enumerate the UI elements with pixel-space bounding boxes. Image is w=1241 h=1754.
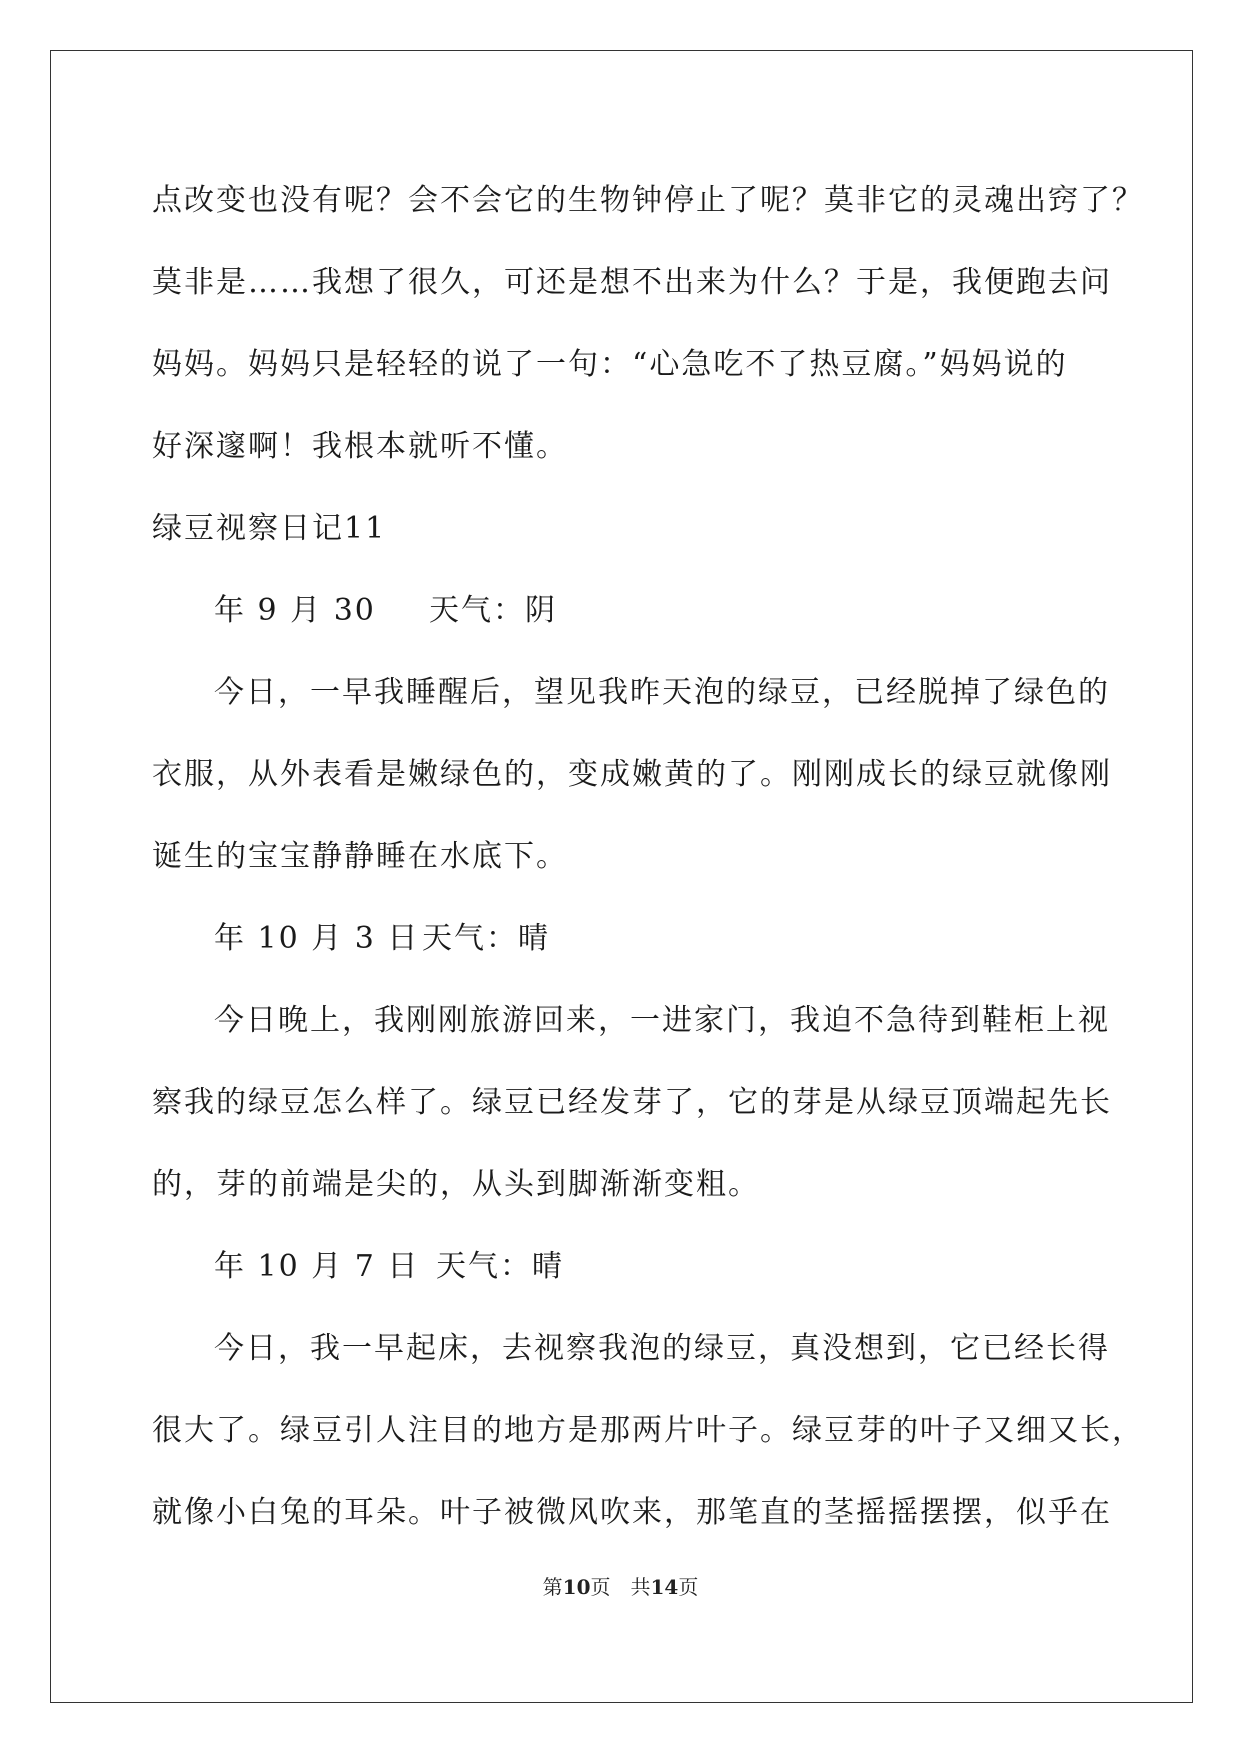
entry-date-line [152,898,1092,980]
page-footer [0,1572,1241,1602]
footer-mid: 页 共 [590,1575,651,1599]
entry-weather: 天气：晴 [422,921,550,956]
footer-suffix: 页 [678,1575,699,1599]
text-line: 莫非是……我想了很久，可还是想不出来为什么？于是，我便跑去问 [152,265,1112,300]
footer-page-total: 14 [650,1575,679,1599]
section-title: 绿豆视察日记11 [152,511,387,546]
entry-date: 年 10 月 3 日 [214,921,420,956]
entry-weather: 天气：晴 [436,1249,564,1284]
document-body [152,160,1144,1554]
text-line: 妈妈。妈妈只是轻轻的说了一句：“心急吃不了热豆腐。”妈妈说的 [152,347,1068,382]
text-line: 衣服，从外表看是嫩绿色的，变成嫩黄的了。刚刚成长的绿豆就像刚 [152,757,1112,792]
text-line: 今日，我一早起床，去视察我泡的绿豆，真没想到，它已经长得 [214,1331,1110,1366]
text-line: 的，芽的前端是尖的，从头到脚渐渐变粗。 [152,1167,760,1202]
entry-date: 年 10 月 7 日 [214,1249,420,1284]
text-line: 很大了。绿豆引人注目的地方是那两片叶子。绿豆芽的叶子又细又长， [152,1413,1144,1448]
footer-page-current: 10 [562,1575,591,1599]
footer-prefix: 第 [542,1575,563,1599]
entry-weather: 天气：阴 [429,593,557,628]
text-line: 就像小白兔的耳朵。叶子被微风吹来，那笔直的茎摇摇摆摆，似乎在 [152,1495,1112,1530]
text-line: 今日，一早我睡醒后，望见我昨天泡的绿豆，已经脱掉了绿色的 [214,675,1110,710]
entry-date-line [152,1226,1092,1308]
text-line: 好深邃啊！我根本就听不懂。 [152,429,568,464]
entry-date: 年 9 月 30 [214,593,376,628]
text-line: 诞生的宝宝静静睡在水底下。 [152,839,568,874]
text-line: 察我的绿豆怎么样了。绿豆已经发芽了，它的芽是从绿豆顶端起先长 [152,1085,1112,1120]
text-line: 今日晚上，我刚刚旅游回来，一进家门，我迫不急待到鞋柜上视 [214,1003,1110,1038]
entry-date-line [152,570,1092,652]
text-line: 点改变也没有呢？会不会它的生物钟停止了呢？莫非它的灵魂出窍了？ [152,183,1144,218]
